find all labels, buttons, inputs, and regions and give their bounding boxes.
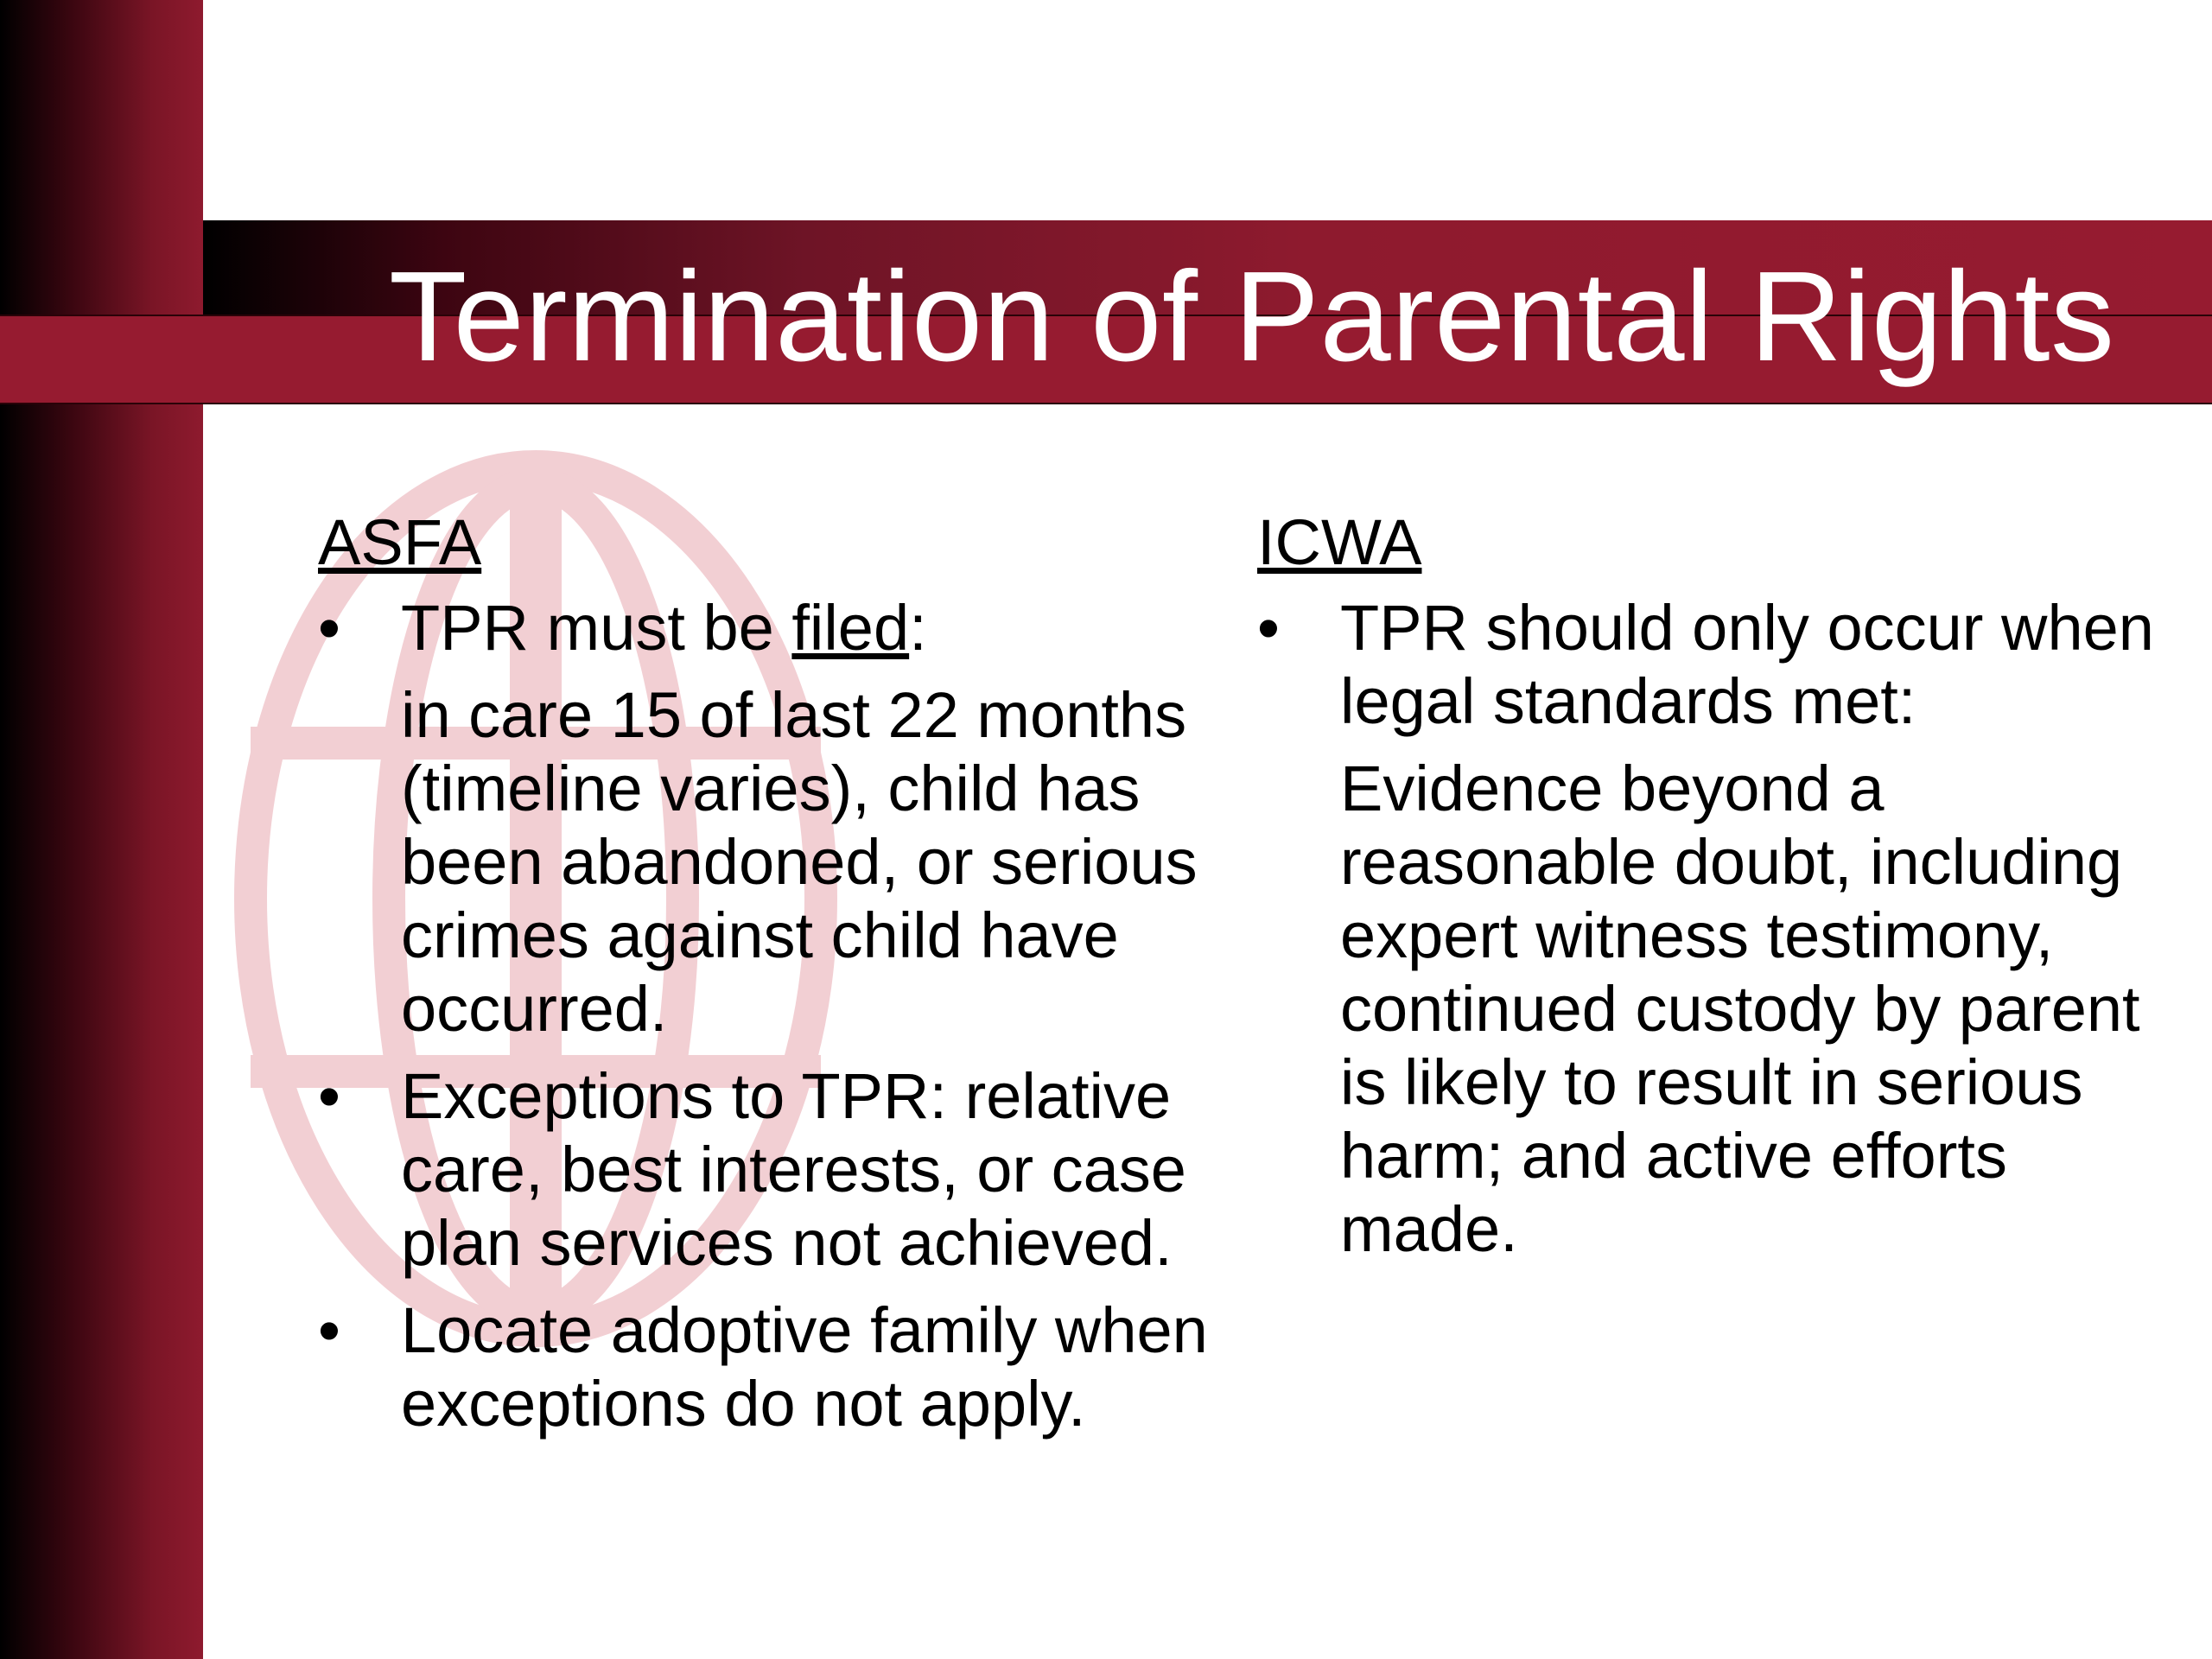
left-accent-bar [0,0,203,1659]
icwa-bullet1-detail: Evidence beyond a reasonable doubt, including expert witness testimony, continued custody by parent is likely to result in serious harm; and active efforts made. [1340,753,2140,1265]
asfa-bullet1-pre: TPR must be [401,592,792,664]
asfa-bullet1-filed: filed [791,592,910,664]
asfa-bullet3-text: Locate adoptive family when exceptions do not apply. [401,1294,1208,1440]
asfa-bullet-exceptions [318,1059,1243,1280]
icwa-bullet-standards [1257,591,2190,738]
bullet-icon: • [318,592,340,664]
asfa-column [318,505,1243,1454]
icwa-column [1257,505,2190,1280]
bullet-icon: • [318,1060,340,1132]
bullet-icon: • [318,1294,340,1366]
asfa-bullet-filed [318,591,1243,664]
asfa-bullet2-text: Exceptions to TPR: relative care, best interests, or case plan services not achieved. [401,1060,1186,1279]
icwa-bullet1-text: TPR should only occur when legal standards met: [1340,592,2154,737]
title-divider-bottom [0,403,2212,404]
bullet-icon: • [1257,592,1280,664]
asfa-bullet1-detail: in care 15 of last 22 months (timeline varies), child has been abandoned, or serious crimes against child have occurred. [401,679,1198,1045]
asfa-bullet1-post: : [909,592,927,664]
asfa-bullet-adoptive [318,1294,1243,1440]
asfa-heading: ASFA [318,506,482,578]
slide-title: Termination of Parental Rights [389,245,2115,388]
icwa-heading: ICWA [1257,506,1422,578]
